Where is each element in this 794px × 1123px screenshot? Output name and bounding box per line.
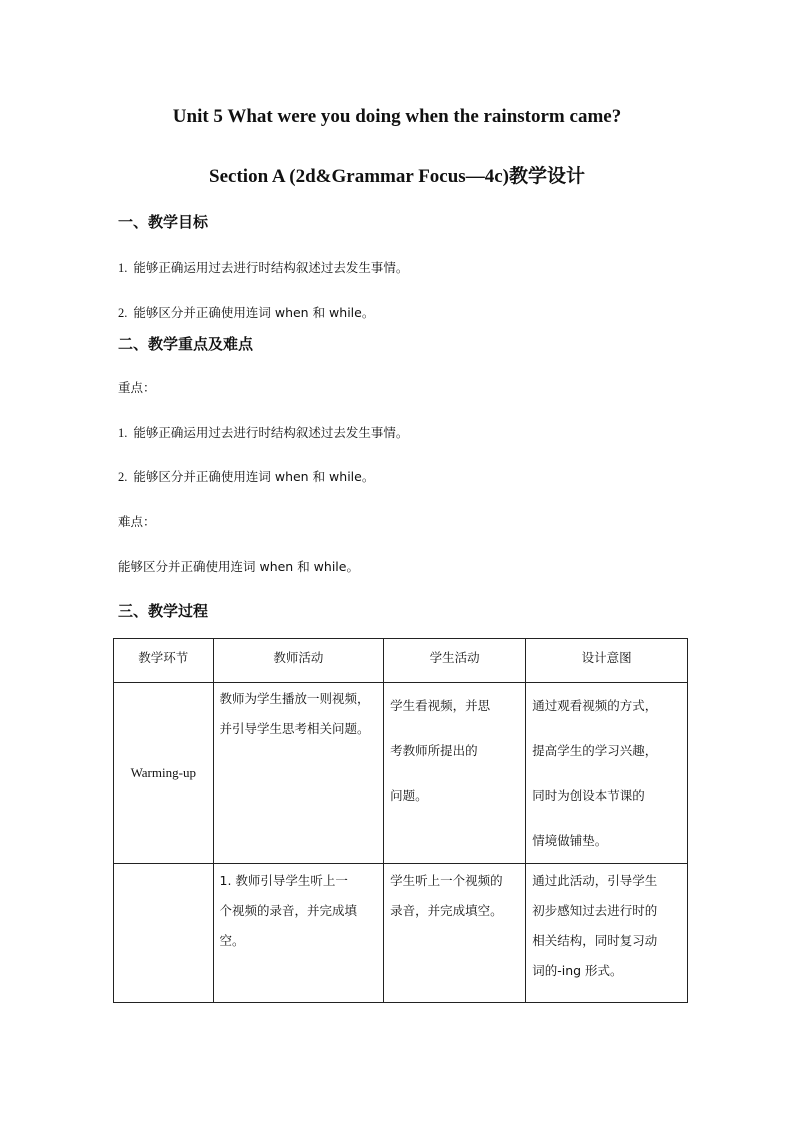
design-purpose-cell xyxy=(526,683,688,864)
student-activity-cell xyxy=(384,683,526,864)
student-activity-line: 录音，并完成填空。 xyxy=(390,903,503,918)
section-heading-objectives: 一、教学目标 xyxy=(118,213,209,231)
document-title: Unit 5 What were you doing when the rainstorm came? xyxy=(172,106,622,127)
student-activity-cell xyxy=(384,864,526,1003)
design-purpose-line: 通过观看视频的方式， xyxy=(532,698,658,713)
design-purpose-line: 同时为创设本节课的 xyxy=(532,788,645,803)
student-activity-line: 问题。 xyxy=(390,788,428,803)
stage-name: Warming-up xyxy=(130,765,196,780)
header-design-purpose: 设计意图 xyxy=(526,639,688,683)
design-purpose-line: 提高学生的学习兴趣， xyxy=(532,743,658,758)
key-point-text: 能够正确运用过去进行时结构叙述过去发生事情。 xyxy=(133,425,409,440)
table-row xyxy=(114,864,688,1003)
key-point-number: 1. xyxy=(118,426,128,440)
table-row xyxy=(114,683,688,864)
table-header-row xyxy=(114,639,688,683)
student-activity-line: 学生看视频，并思 xyxy=(390,698,491,713)
header-stage: 教学环节 xyxy=(114,639,214,683)
teacher-activity-line: 并引导学生思考相关问题。 xyxy=(219,721,370,736)
header-student-activity: 学生活动 xyxy=(384,639,526,683)
teacher-activity-cell xyxy=(213,683,384,864)
teacher-activity-line: 教师为学生播放一则视频， xyxy=(219,691,370,706)
stage-cell xyxy=(114,864,214,1003)
objective-item xyxy=(118,258,408,276)
document-subtitle: Section A (2d&Grammar Focus—4c)教学设计 xyxy=(209,166,585,187)
teacher-activity-line: 个视频的录音，并完成填 xyxy=(219,903,358,918)
key-point-item xyxy=(118,423,408,441)
difficult-point-text: 能够区分并正确使用连词 when 和 while。 xyxy=(118,559,359,574)
objective-number: 1. xyxy=(118,261,128,275)
design-purpose-line: 初步感知过去进行时的 xyxy=(532,903,658,918)
design-purpose-cell xyxy=(526,864,688,1003)
difficult-points-label: 难点： xyxy=(118,514,156,529)
key-point-number: 2. xyxy=(118,470,128,484)
objective-text: 能够区分并正确使用连词 when 和 while。 xyxy=(133,305,375,320)
student-activity-line: 学生听上一个视频的 xyxy=(390,873,503,888)
section-heading-process: 三、教学过程 xyxy=(118,602,209,620)
design-purpose-line: 通过此活动，引导学生 xyxy=(532,873,658,888)
design-purpose-line: 相关结构，同时复习动 xyxy=(532,933,658,948)
teacher-activity-line: 空。 xyxy=(219,933,245,948)
key-points-label: 重点： xyxy=(118,380,156,395)
objective-item xyxy=(118,303,374,321)
design-purpose-line: 词的-ing 形式。 xyxy=(532,963,623,978)
header-teacher-activity: 教师活动 xyxy=(213,639,384,683)
section-heading-key-difficult: 二、教学重点及难点 xyxy=(118,335,254,353)
objective-number: 2. xyxy=(118,306,128,320)
objective-text: 能够正确运用过去进行时结构叙述过去发生事情。 xyxy=(133,260,409,275)
key-point-item xyxy=(118,467,374,485)
teacher-activity-line: 1. 教师引导学生听上一 xyxy=(219,873,348,888)
design-purpose-line: 情境做铺垫。 xyxy=(532,833,608,848)
teacher-activity-cell xyxy=(213,864,384,1003)
student-activity-line: 考教师所提出的 xyxy=(390,743,478,758)
teaching-process-table xyxy=(113,638,688,1003)
stage-cell xyxy=(114,683,214,864)
key-point-text: 能够区分并正确使用连词 when 和 while。 xyxy=(133,469,375,484)
